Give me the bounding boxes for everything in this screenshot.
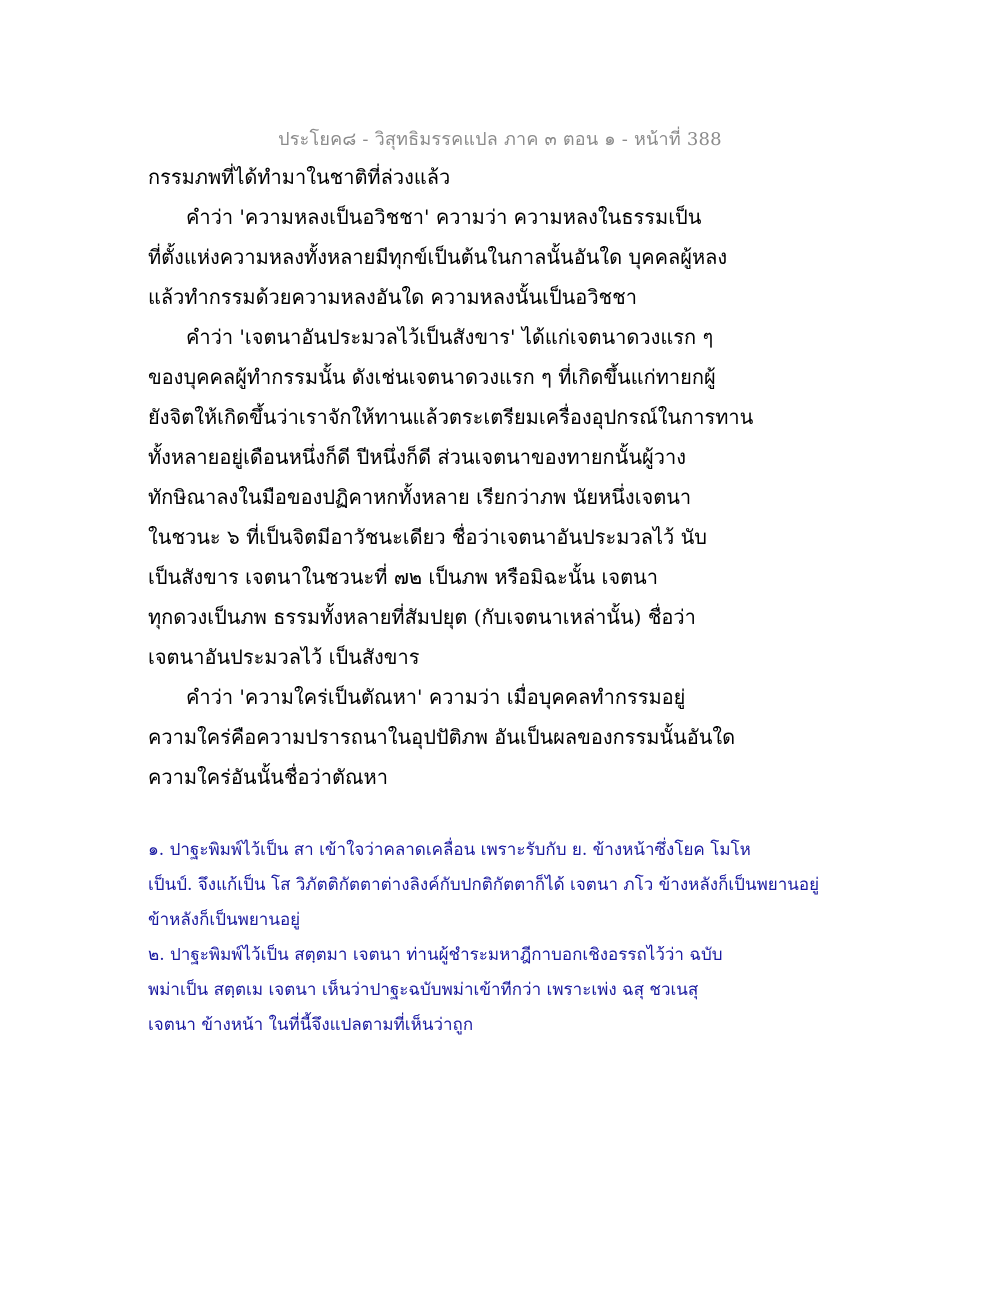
body-line: ความใคร่อันนั้นชื่อว่าตัณหา bbox=[148, 765, 388, 789]
body-line: คำว่า 'ความใคร่เป็นตัณหา' ความว่า เมื่อบุคคลทำกรรมอยู่ bbox=[186, 685, 686, 709]
footnotes bbox=[148, 833, 848, 1043]
body-line: คำว่า 'เจตนาอันประมวลไว้เป็นสังขาร' ได้แก่เจตนาดวงแรก ๆ bbox=[186, 325, 714, 349]
body-line: กรรมภพที่ได้ทำมาในชาติที่ล่วงแล้ว bbox=[148, 165, 451, 189]
body-line: ที่ตั้งแห่งความหลงทั้งหลายมีทุกข์เป็นต้นในกาลนั้นอันใด บุคคลผู้หลง bbox=[148, 245, 728, 269]
footnote-line: เป็นป์. จึงแก้เป็น โส วิภัตติกัตตาต่างลิงค์กับปกติกัตตาก็ได้ เจตนา ภโว ข้างหลังก็เป็นพยานอยู่ bbox=[148, 875, 820, 895]
footnote-line: พม่าเป็น สตฺตเม เจตนา เห็นว่าปาฐะฉบับพม่าเข้าทีกว่า เพราะเพ่ง ฉสุ ชวเนสุ bbox=[148, 980, 699, 1000]
body-line: ในชวนะ ๖ ที่เป็นจิตมีอาวัชนะเดียว ชื่อว่าเจตนาอันประมวลไว้ นับ bbox=[148, 525, 707, 549]
body-line: ทั้งหลายอยู่เดือนหนึ่งก็ดี ปีหนึ่งก็ดี ส่วนเจตนาของทายกนั้นผู้วาง bbox=[148, 445, 686, 469]
body-text bbox=[148, 157, 868, 797]
body-line: ของบุคคลผู้ทำกรรมนั้น ดังเช่นเจตนาดวงแรก ๆ ที่เกิดขึ้นแก่ทายกผู้ bbox=[148, 365, 716, 389]
body-line: เจตนาอันประมวลไว้ เป็นสังขาร bbox=[148, 645, 420, 669]
footnote-line: ข้าหลังก็เป็นพยานอยู่ bbox=[148, 910, 301, 930]
body-line: คำว่า 'ความหลงเป็นอวิชชา' ความว่า ความหลงในธรรมเป็น bbox=[186, 205, 702, 229]
body-line: ทุกดวงเป็นภพ ธรรมทั้งหลายที่สัมปยุต (กับเจตนาเหล่านั้น) ชื่อว่า bbox=[148, 605, 696, 629]
footnote-line: ๑. ปาฐะพิมพ์ไว้เป็น สา เข้าใจว่าคลาดเคลื่อน เพราะรับกับ ย. ข้างหน้าซึ่งโยค โมโห bbox=[148, 840, 751, 860]
body-line: ความใคร่คือความปรารถนาในอุปปัติภพ อันเป็นผลของกรรมนั้นอันใด bbox=[148, 725, 736, 749]
body-line: แล้วทำกรรมด้วยความหลงอันใด ความหลงนั้นเป็นอวิชชา bbox=[148, 285, 637, 309]
footnote-line: เจตนา ข้างหน้า ในที่นี้จึงแปลตามที่เห็นว่าถูก bbox=[148, 1015, 474, 1035]
footnote-line: ๒. ปาฐะพิมพ์ไว้เป็น สตฺตมา เจตนา ท่านผู้ชำระมหาฎีกาบอกเชิงอรรถไว้ว่า ฉบับ bbox=[148, 945, 723, 965]
page-header: ประโยค๘ - วิสุทธิมรรคแปล ภาค ๓ ตอน ๑ - หน้าที่ 388 bbox=[278, 129, 722, 150]
body-line: ทักษิณาลงในมือของปฏิคาหกทั้งหลาย เรียกว่าภพ นัยหนึ่งเจตนา bbox=[148, 485, 692, 509]
body-line: เป็นสังขาร เจตนาในชวนะที่ ๗๒ เป็นภพ หรือมิฉะนั้น เจตนา bbox=[148, 565, 658, 589]
body-line: ยังจิตให้เกิดขึ้นว่าเราจักให้ทานแล้วตระเตรียมเครื่องอุปกรณ์ในการทาน bbox=[148, 405, 754, 429]
